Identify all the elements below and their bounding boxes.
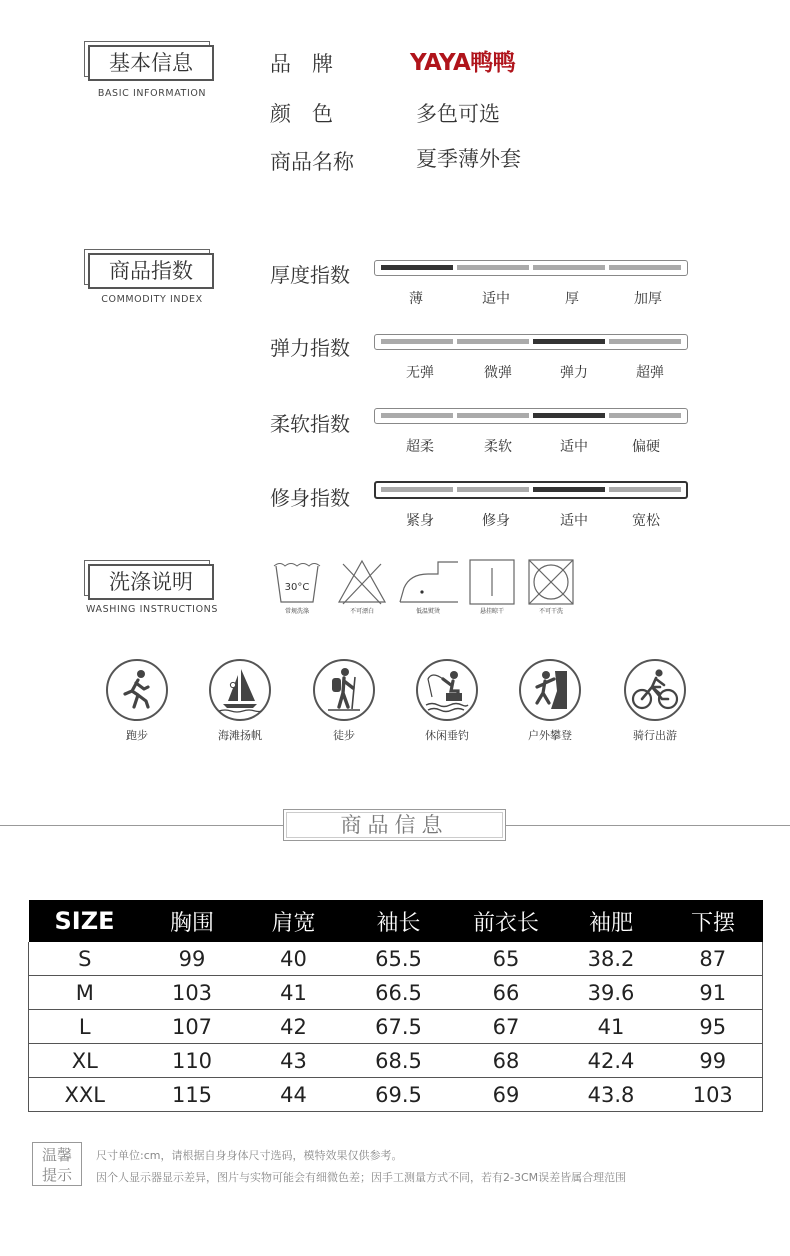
divider-right xyxy=(506,825,790,826)
no-bleach-icon xyxy=(337,558,387,606)
product-name-value: 夏季薄外套 xyxy=(416,147,521,171)
running-icon xyxy=(106,659,168,721)
low-iron-icon xyxy=(398,558,460,606)
wash-caption-3: 低温熨烫 xyxy=(415,608,440,615)
table-cell: 40 xyxy=(244,942,344,976)
activity-label-climbing: 户外攀登 xyxy=(528,729,572,742)
elasticity-index-label: 弹力指数 xyxy=(270,336,350,360)
wash-caption-1: 常规洗涤 xyxy=(284,608,309,615)
table-cell: 99 xyxy=(141,942,244,976)
cycling-icon xyxy=(624,659,686,721)
table-cell: 110 xyxy=(141,1044,244,1078)
basic-info-title: 基本信息 xyxy=(88,45,214,81)
fishing-icon xyxy=(416,659,478,721)
washing-subtitle: WASHING INSTRUCTIONS xyxy=(86,604,218,615)
table-cell: 103 xyxy=(141,976,244,1010)
table-cell: 65.5 xyxy=(344,942,454,976)
activity-label-cycling: 骑行出游 xyxy=(633,729,677,742)
softness-option-2: 柔软 xyxy=(484,439,512,455)
table-row xyxy=(29,976,763,1010)
softness-index-label: 柔软指数 xyxy=(270,412,350,436)
thickness-index-label: 厚度指数 xyxy=(270,263,350,287)
thickness-option-4: 加厚 xyxy=(634,291,662,307)
softness-seg-1 xyxy=(381,413,453,418)
commodity-index-subtitle: COMMODITY INDEX xyxy=(101,294,203,305)
wash-30-icon xyxy=(272,558,322,606)
washing-title: 洗涤说明 xyxy=(88,564,214,600)
brand-label: 品 牌 xyxy=(270,52,333,76)
table-cell: XL xyxy=(29,1044,141,1078)
elasticity-option-4: 超弹 xyxy=(636,365,664,381)
wash-caption-5: 不可干洗 xyxy=(538,608,563,615)
table-cell: 68.5 xyxy=(344,1044,454,1078)
fit-seg-4 xyxy=(609,487,681,492)
table-cell: 66 xyxy=(454,976,559,1010)
table-cell: 67 xyxy=(454,1010,559,1044)
header-size: SIZE xyxy=(29,900,141,942)
product-name-label: 商品名称 xyxy=(270,150,354,174)
tips-label xyxy=(32,1142,82,1186)
header-sleeve-length: 袖长 xyxy=(344,900,454,942)
table-cell: 95 xyxy=(664,1010,763,1044)
divider-left xyxy=(0,825,283,826)
table-cell: 41 xyxy=(559,1010,664,1044)
product-info-banner: 商品信息 xyxy=(283,809,506,841)
color-value: 多色可选 xyxy=(416,102,500,126)
table-cell: 43.8 xyxy=(559,1078,664,1112)
table-cell: 43 xyxy=(244,1044,344,1078)
table-cell: 38.2 xyxy=(559,942,664,976)
tips-line-2: 因个人显示器显示差异，图片与实物可能会有细微色差；因手工测量方式不同，若有2-3CM误差皆属合理范围 xyxy=(96,1171,627,1184)
softness-option-1: 超柔 xyxy=(406,439,434,455)
activity-label-running: 跑步 xyxy=(126,729,148,742)
hang-dry-icon xyxy=(468,558,518,606)
header-shoulder: 肩宽 xyxy=(244,900,344,942)
fit-option-1: 紧身 xyxy=(406,513,434,529)
thickness-option-3: 厚 xyxy=(565,291,579,307)
thickness-seg-1 xyxy=(381,265,453,270)
header-sleeve-width: 袖肥 xyxy=(559,900,664,942)
table-cell: 65 xyxy=(454,942,559,976)
tips-label-line2: 提示 xyxy=(41,1166,72,1184)
no-tumble-dry-icon xyxy=(527,558,577,606)
softness-option-4: 偏硬 xyxy=(632,439,660,455)
table-cell: 39.6 xyxy=(559,976,664,1010)
size-table xyxy=(28,900,763,1112)
fit-option-2: 修身 xyxy=(482,513,510,529)
header-chest: 胸围 xyxy=(141,900,244,942)
softness-seg-2 xyxy=(457,413,529,418)
brand-logo: YAYA鸭鸭 xyxy=(410,50,516,76)
table-cell: XXL xyxy=(29,1078,141,1112)
header-hem: 下摆 xyxy=(664,900,763,942)
sailing-icon xyxy=(209,659,271,721)
elasticity-seg-1 xyxy=(381,339,453,344)
activity-label-sailing: 海滩扬帆 xyxy=(218,729,262,742)
table-cell: 99 xyxy=(664,1044,763,1078)
tips-label-line1: 温馨 xyxy=(41,1146,72,1164)
table-row xyxy=(29,1044,763,1078)
elasticity-seg-2 xyxy=(457,339,529,344)
table-cell: 87 xyxy=(664,942,763,976)
thickness-seg-3 xyxy=(533,265,605,270)
softness-seg-3 xyxy=(533,413,605,418)
softness-index-bar xyxy=(374,408,688,424)
size-table-header xyxy=(29,900,763,942)
elasticity-option-1: 无弹 xyxy=(406,365,434,381)
fit-index-bar xyxy=(374,481,688,499)
basic-info-subtitle: BASIC INFORMATION xyxy=(97,88,207,99)
table-cell: 67.5 xyxy=(344,1010,454,1044)
table-cell: S xyxy=(29,942,141,976)
table-cell: L xyxy=(29,1010,141,1044)
table-cell: 68 xyxy=(454,1044,559,1078)
table-row xyxy=(29,1010,763,1044)
table-row xyxy=(29,942,763,976)
thickness-index-bar xyxy=(374,260,688,276)
wash-caption-2: 不可漂白 xyxy=(349,608,374,615)
thickness-option-1: 薄 xyxy=(409,291,423,307)
fit-option-3: 适中 xyxy=(560,513,588,529)
table-cell: 69.5 xyxy=(344,1078,454,1112)
softness-seg-4 xyxy=(609,413,681,418)
wash-temp-label: 30°C xyxy=(284,582,310,593)
table-cell: 44 xyxy=(244,1078,344,1112)
activity-label-fishing: 休闲垂钓 xyxy=(425,729,469,742)
table-cell: M xyxy=(29,976,141,1010)
activity-label-hiking: 徒步 xyxy=(333,729,355,742)
elasticity-index-bar xyxy=(374,334,688,350)
color-label: 颜 色 xyxy=(270,102,333,126)
table-cell: 115 xyxy=(141,1078,244,1112)
table-cell: 103 xyxy=(664,1078,763,1112)
elasticity-option-3: 弹力 xyxy=(560,365,588,381)
thickness-option-2: 适中 xyxy=(482,291,510,307)
table-cell: 42 xyxy=(244,1010,344,1044)
table-cell: 69 xyxy=(454,1078,559,1112)
commodity-index-title: 商品指数 xyxy=(88,253,214,289)
fit-seg-1 xyxy=(381,487,453,492)
elasticity-seg-3 xyxy=(533,339,605,344)
fit-seg-2 xyxy=(457,487,529,492)
tips-line-1: 尺寸单位:cm，请根据自身身体尺寸选码，模特效果仅供参考。 xyxy=(96,1149,403,1162)
table-cell: 107 xyxy=(141,1010,244,1044)
thickness-seg-2 xyxy=(457,265,529,270)
fit-seg-3 xyxy=(533,487,605,492)
hiking-icon xyxy=(313,659,375,721)
elasticity-option-2: 微弹 xyxy=(484,365,512,381)
wash-caption-4: 悬挂晾干 xyxy=(479,608,504,615)
climbing-icon xyxy=(519,659,581,721)
fit-option-4: 宽松 xyxy=(632,513,660,529)
table-cell: 66.5 xyxy=(344,976,454,1010)
fit-index-label: 修身指数 xyxy=(270,486,350,510)
table-cell: 91 xyxy=(664,976,763,1010)
table-cell: 42.4 xyxy=(559,1044,664,1078)
thickness-seg-4 xyxy=(609,265,681,270)
elasticity-seg-4 xyxy=(609,339,681,344)
softness-option-3: 适中 xyxy=(560,439,588,455)
header-front-length: 前衣长 xyxy=(454,900,559,942)
table-cell: 41 xyxy=(244,976,344,1010)
table-row xyxy=(29,1078,763,1112)
